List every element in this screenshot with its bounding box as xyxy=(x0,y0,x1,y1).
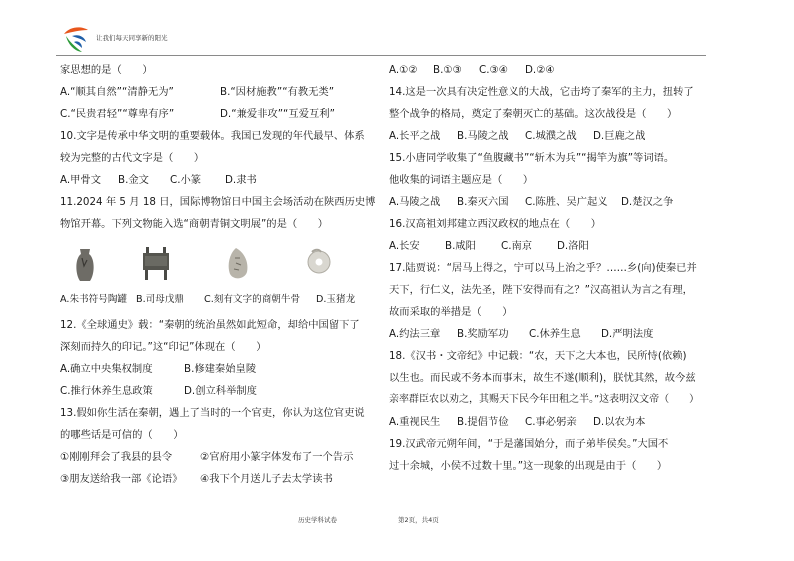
q12-option-d: D.创立科举制度 xyxy=(184,385,257,397)
header-slogan: 让我们每天同享新的阳光 xyxy=(96,34,168,42)
page-header xyxy=(0,0,794,60)
q14-stem-line2: 整个战争的格局，奠定了秦朝灭亡的基础。这次战役是（ ） xyxy=(389,108,678,120)
q16-stem: 16.汉高祖刘邦建立西汉政权的地点在（ ） xyxy=(389,218,602,230)
bronze-ding-image xyxy=(140,246,172,280)
q13-options xyxy=(389,62,555,78)
q15-options xyxy=(389,194,673,210)
q11-options xyxy=(60,292,355,308)
q11-option-c: C.刻有文字的商朝牛骨 xyxy=(204,294,301,305)
q12-options-row1 xyxy=(60,361,256,377)
footer-page-number: 第2页，共4页 xyxy=(398,516,439,524)
q13-option-b: B.①③ xyxy=(433,64,462,76)
pottery-jar-image xyxy=(74,246,96,284)
q15-option-b: B.秦灭六国 xyxy=(457,196,509,208)
q12-stem-line1: 12.《全球通史》载：“秦朝的统治虽然如此短命，却给中国留下了 xyxy=(60,319,360,331)
q14-option-a: A.长平之战 xyxy=(389,130,441,142)
footer-subject: 历史学科试卷 xyxy=(298,516,337,524)
q17-option-a: A.约法三章 xyxy=(389,328,441,340)
q15-option-d: D.楚汉之争 xyxy=(621,196,674,208)
q12-option-c: C.推行休养生息政策 xyxy=(60,385,153,397)
q9-option-b: B.“因材施教”“有教无类” xyxy=(220,86,335,98)
q17-stem-line2: 天下，行仁义，法先圣，陛下安得而有之？”汉高祖认为言之有理， xyxy=(389,284,693,296)
q11-stem-line2: 物馆开幕。下列文物能入选“商朝青铜文明展”的是（ ） xyxy=(60,218,329,230)
q19-stem-line1: 19.汉武帝元朔年间，“于是藩国始分，而子弟毕侯矣。”大国不 xyxy=(389,438,669,450)
q17-option-d: D.严明法度 xyxy=(601,328,654,340)
q9-option-d: D.“兼爱非攻”“互爱互利” xyxy=(220,108,335,120)
q14-option-b: B.马陵之战 xyxy=(457,130,509,142)
q9-option-a: A.“顺其自然”“清静无为” xyxy=(60,86,174,98)
q10-option-a: A.甲骨文 xyxy=(60,174,102,186)
q18-stem-line2: 以生也。而民或不务本而事末，故生不遂(顺利)，朕忧其然，故今兹 xyxy=(389,372,696,384)
q10-stem-line2: 较为完整的古代文字是（ ） xyxy=(60,152,205,164)
oracle-bone-image xyxy=(226,246,250,282)
q14-options xyxy=(389,128,645,144)
q10-option-d: D.隶书 xyxy=(225,174,257,186)
q18-stem-line3: 亲率群臣农以劝之，其赐天下民今年田租之半。”这表明汉文帝（ ） xyxy=(389,394,700,405)
q12-options-row2 xyxy=(60,383,257,399)
q10-option-b: B.金文 xyxy=(118,174,149,186)
q15-option-a: A.马陵之战 xyxy=(389,196,441,208)
q14-stem-line1: 14.这是一次具有决定性意义的大战，它击垮了秦军的主力，扭转了 xyxy=(389,86,694,98)
q13-items-row2 xyxy=(60,471,333,487)
q19-stem-line2: 过十余城，小侯不过数十里。”这一现象的出现是由于（ ） xyxy=(389,460,668,472)
q13-items-row1 xyxy=(60,449,353,465)
q16-options xyxy=(389,238,589,254)
q12-option-b: B.修建秦始皇陵 xyxy=(184,363,257,375)
q13-item-2: ②官府用小篆字体发布了一个告示 xyxy=(200,451,354,463)
q17-option-b: B.奖励军功 xyxy=(457,328,509,340)
q13-item-4: ④我下个月送儿子去太学读书 xyxy=(200,473,333,485)
q17-stem-line3: 故而采取的举措是（ ） xyxy=(389,306,513,318)
q13-option-d: D.②④ xyxy=(525,64,555,76)
q17-stem-line1: 17.陆贾说：“居马上得之，宁可以马上治之乎？……乡(向)使秦已并 xyxy=(389,262,697,274)
q10-options xyxy=(60,172,257,188)
q10-stem-line1: 10.文字是传承中华文明的重要载体。我国已发现的年代最早、体系 xyxy=(60,130,365,142)
jade-pig-dragon-image xyxy=(306,246,332,276)
q9-options-row1 xyxy=(60,84,334,100)
q12-option-a: A.确立中央集权制度 xyxy=(60,363,153,375)
q11-stem-line1: 11.2024 年 5 月 18 日，国际博物馆日中国主会场活动在陕西历史博 xyxy=(60,196,376,208)
q13-stem-line2: 的哪些话是可信的（ ） xyxy=(60,429,184,441)
q10-option-c: C.小篆 xyxy=(170,174,202,186)
q17-option-c: C.休养生息 xyxy=(529,328,581,340)
q11-option-b: B.司母戊鼎 xyxy=(136,294,185,305)
q14-option-c: C.城濮之战 xyxy=(525,130,577,142)
q16-option-d: D.洛阳 xyxy=(557,240,589,252)
q13-option-c: C.③④ xyxy=(479,64,508,76)
q16-option-a: A.长安 xyxy=(389,240,420,252)
q13-stem-line1: 13.假如你生活在秦朝，遇上了当时的一个官吏，你认为这位官吏说 xyxy=(60,407,365,419)
q18-stem-line1: 18.《汉书・文帝纪》中记载：“农，天下之大本也，民所恃(依赖) xyxy=(389,350,687,362)
q16-option-b: B.咸阳 xyxy=(445,240,476,252)
q13-option-a: A.①② xyxy=(389,64,418,76)
q16-option-c: C.南京 xyxy=(501,240,533,252)
q12-stem-line2: 深刻而持久的印记。”这“印记”体现在（ ） xyxy=(60,341,267,353)
header-divider xyxy=(56,55,706,56)
q9-option-c: C.“民贵君轻”“尊卑有序” xyxy=(60,108,175,120)
q11-option-a: A.朱书符号陶罐 xyxy=(60,294,128,305)
q11-artifact-images xyxy=(60,246,370,290)
q15-option-c: C.陈胜、吴广起义 xyxy=(525,196,608,208)
q18-option-b: B.提倡节俭 xyxy=(457,416,509,428)
q15-stem-line2: 他收集的词语主题应是（ ） xyxy=(389,174,534,186)
q18-option-a: A.重视民生 xyxy=(389,416,441,428)
q18-options xyxy=(389,414,645,430)
q13-item-1: ①刚刚拜会了我县的县令 xyxy=(60,451,173,463)
q9-options-row2 xyxy=(60,106,335,122)
q14-option-d: D.巨鹿之战 xyxy=(593,130,646,142)
q17-options xyxy=(389,326,653,342)
q18-option-c: C.事必躬亲 xyxy=(525,416,577,428)
q11-option-d: D.玉猪龙 xyxy=(316,294,356,305)
q15-stem-line1: 15.小唐同学收集了“鱼腹藏书”“斩木为兵”“揭竿为旗”等词语。 xyxy=(389,152,675,164)
q9-continuation: 家思想的是（ ） xyxy=(60,64,153,76)
q18-option-d: D.以农为本 xyxy=(593,416,646,428)
school-logo-icon xyxy=(60,24,90,54)
q13-item-3: ③朋友送给我一部《论语》 xyxy=(60,473,183,485)
